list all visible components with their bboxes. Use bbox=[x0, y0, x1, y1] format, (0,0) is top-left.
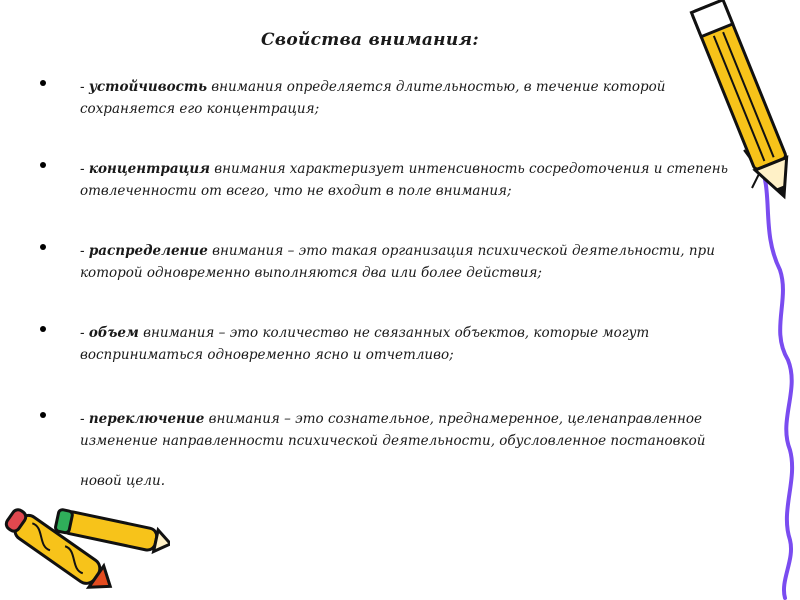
item-description: внимания – это количество не связанных объектов, которые могут восприниматься одновременно ясно и отчетливо; bbox=[80, 325, 650, 363]
bullet bbox=[40, 412, 46, 418]
item-description: внимания определяется длительностью, в течение которой сохраняется его концентрация; bbox=[80, 79, 666, 117]
pencil-illustration-right bbox=[640, 0, 800, 600]
item-dash: - bbox=[80, 325, 89, 341]
item-description: внимания – это такая организация психической деятельности, при которой одновременно выполняются два или более действия; bbox=[80, 243, 715, 281]
pencil-icon bbox=[691, 0, 799, 203]
item-dash: - bbox=[80, 243, 89, 259]
item-dash: - bbox=[80, 79, 89, 95]
item-keyword: устойчивость bbox=[88, 79, 208, 95]
bullet bbox=[40, 162, 46, 168]
item-keyword: объем bbox=[88, 325, 139, 341]
item-description: внимания – это сознательное, преднамеренное, целенаправленное изменение направленности психической деятельности, обусловленное постановкой bbox=[80, 411, 706, 449]
purple-scribble bbox=[758, 160, 792, 598]
item-keyword: концентрация bbox=[88, 161, 210, 177]
pencils-illustration-left bbox=[0, 480, 170, 600]
slide-title: Свойства внимания: bbox=[261, 30, 479, 50]
bullet bbox=[40, 244, 46, 250]
item-continuation: новой цели. bbox=[80, 473, 165, 489]
item-dash: - bbox=[80, 411, 89, 427]
item-keyword: распределение bbox=[88, 243, 208, 259]
item-keyword: переключение bbox=[88, 411, 205, 427]
item-description: внимания характеризует интенсивность сосредоточения и степень отвлеченности от всего, что не входит в поле внимания; bbox=[80, 161, 728, 199]
bullet bbox=[40, 80, 46, 86]
item-dash: - bbox=[80, 161, 89, 177]
bullet bbox=[40, 326, 46, 332]
